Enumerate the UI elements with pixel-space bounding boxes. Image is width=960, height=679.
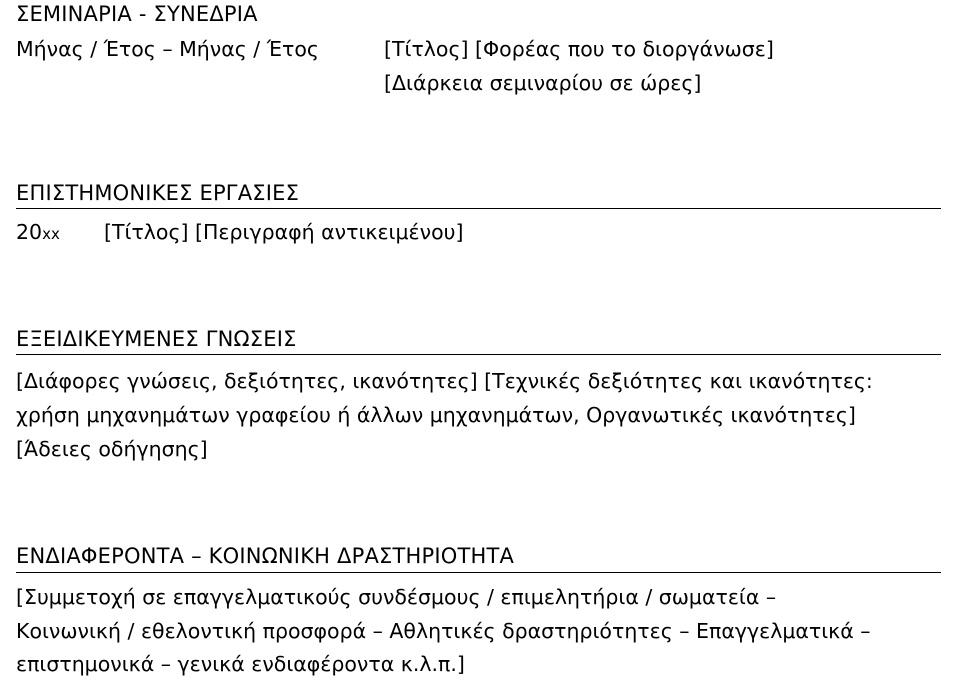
knowledge-line-1: [Διάφορες γνώσεις, δεξιότητες, ικανότητες] [Τεχνικές δεξιότητες και ικανότητες: — [16, 369, 873, 393]
work-title-description: [Τίτλος] [Περιγραφή αντικειμένου] — [104, 220, 464, 244]
section-heading-seminars: ΣΕΜΙΝΑΡΙΑ - ΣΥΝΕΔΡΙΑ — [16, 2, 258, 26]
section-divider — [16, 354, 941, 355]
work-year — [16, 220, 60, 244]
section-divider — [16, 572, 941, 573]
seminar-date-range: Μήνας / Έτος – Μήνας / Έτος — [16, 37, 319, 61]
work-year-suffix: xx — [42, 225, 60, 243]
section-heading-interests: ΕΝΔΙΑΦΕΡΟΝΤΑ – ΚΟΙΝΩΝΙΚΗ ΔΡΑΣΤΗΡΙΟΤΗΤΑ — [16, 544, 515, 568]
section-heading-special-knowledge: ΕΞΕΙΔΙΚΕΥΜΕΝΕΣ ΓΝΩΣΕΙΣ — [16, 327, 297, 351]
section-divider — [16, 208, 941, 209]
knowledge-line-2: χρήση μηχανημάτων γραφείου ή άλλων μηχανημάτων, Οργανωτικές ικανότητες] — [16, 403, 856, 427]
seminar-duration: [Διάρκεια σεμιναρίου σε ώρες] — [384, 71, 702, 95]
interests-line-1: [Συμμετοχή σε επαγγελματικούς συνδέσμους / επιμελητήρια / σωματεία – — [16, 585, 777, 609]
work-year-prefix: 20 — [16, 220, 43, 244]
interests-line-2: Κοινωνική / εθελοντική προσφορά – Αθλητικές δραστηριότητες – Επαγγελματικά – — [16, 619, 871, 643]
seminar-title-organizer: [Τίτλος] [Φορέας που το διοργάνωσε] — [384, 37, 774, 61]
knowledge-line-3: [Άδειες οδήγησης] — [16, 437, 208, 461]
section-heading-scientific-works: ΕΠΙΣΤΗΜΟΝΙΚΕΣ ΕΡΓΑΣΙΕΣ — [16, 181, 300, 205]
interests-line-3: επιστημονικά – γενικά ενδιαφέροντα κ.λ.π.] — [16, 652, 465, 676]
